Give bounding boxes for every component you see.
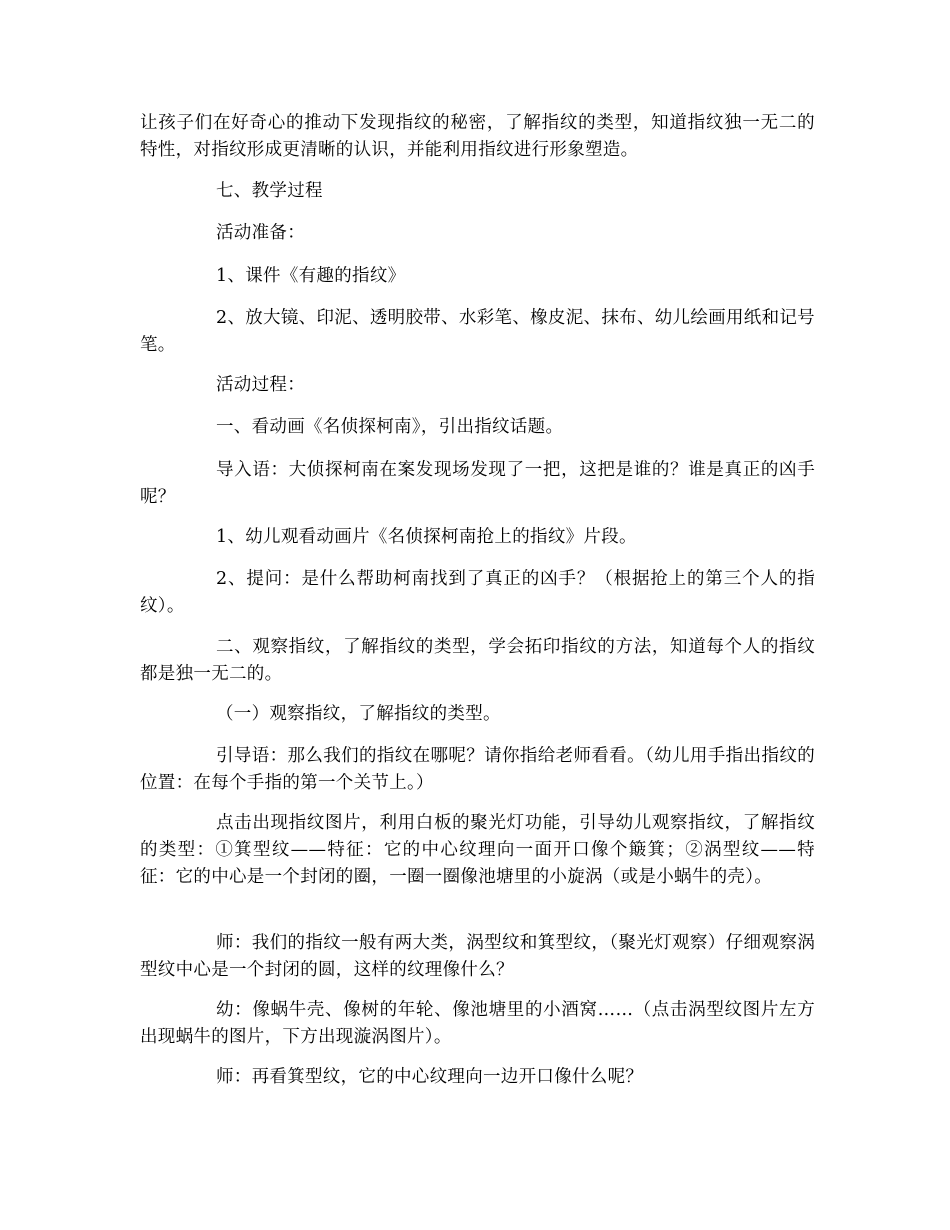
paragraph-intro-speech: 导入语：大侦探柯南在案发现场发现了一把，这把是谁的？谁是真正的凶手呢？ — [140, 460, 815, 507]
paragraph-guide-speech: 引导语：那么我们的指纹在哪呢？请你指给老师看看。（幼儿用手指出指纹的位置：在每个手指的第一个关节上。） — [140, 746, 815, 793]
list-item-courseware: 1、课件《有趣的指纹》 — [216, 266, 406, 286]
section-heading-teaching-process: 七、教学过程 — [216, 181, 323, 201]
step-two-heading: 二、观察指纹，了解指纹的类型，学会拓印指纹的方法，知道每个人的指纹都是独一无二的。 — [140, 637, 815, 684]
heading-activity-preparation: 活动准备： — [216, 223, 305, 243]
heading-activity-process: 活动过程： — [216, 375, 305, 395]
paragraph-child-dialogue: 幼：像蜗牛壳、像树的年轮、像池塘里的小酒窝……（点击涡型纹图片左方出现蜗牛的图片，下方出现漩涡图片）。 — [140, 1000, 815, 1047]
list-item-question: 2、提问：是什么帮助柯南找到了真正的凶手？（根据抢上的第三个人的指纹）。 — [140, 569, 815, 616]
paragraph-teacher-dialogue-2: 师：再看箕型纹，它的中心纹理向一边开口像什么呢？ — [216, 1067, 644, 1087]
paragraph-intro-continuation: 让孩子们在好奇心的推动下发现指纹的秘密，了解指纹的类型，知道指纹独一无二的特性，对指纹形成更清晰的认识，并能利用指纹进行形象塑造。 — [140, 113, 815, 160]
sub-heading-observe: （一）观察指纹，了解指纹的类型。 — [216, 704, 501, 724]
paragraph-teacher-dialogue-1: 师：我们的指纹一般有两大类，涡型纹和箕型纹，（聚光灯观察）仔细观察涡型纹中心是一个封闭的圆，这样的纹理像什么？ — [140, 933, 815, 980]
list-item-watch-cartoon: 1、幼儿观看动画片《名侦探柯南抢上的指纹》片段。 — [216, 527, 637, 547]
list-item-materials: 2、放大镜、印泥、透明胶带、水彩笔、橡皮泥、抹布、幼儿绘画用纸和记号笔。 — [140, 308, 815, 355]
paragraph-fingerprint-types: 点击出现指纹图片，利用白板的聚光灯功能，引导幼儿观察指纹，了解指纹的类型：①箕型纹——特征：它的中心纹理向一面开口像个簸箕；②涡型纹——特征：它的中心是一个封闭的圈，一圈一圈像池塘里的小旋涡（或是小蜗牛的壳）。 — [140, 813, 815, 887]
step-one-heading: 一、看动画《名侦探柯南》，引出指纹话题。 — [216, 417, 564, 437]
